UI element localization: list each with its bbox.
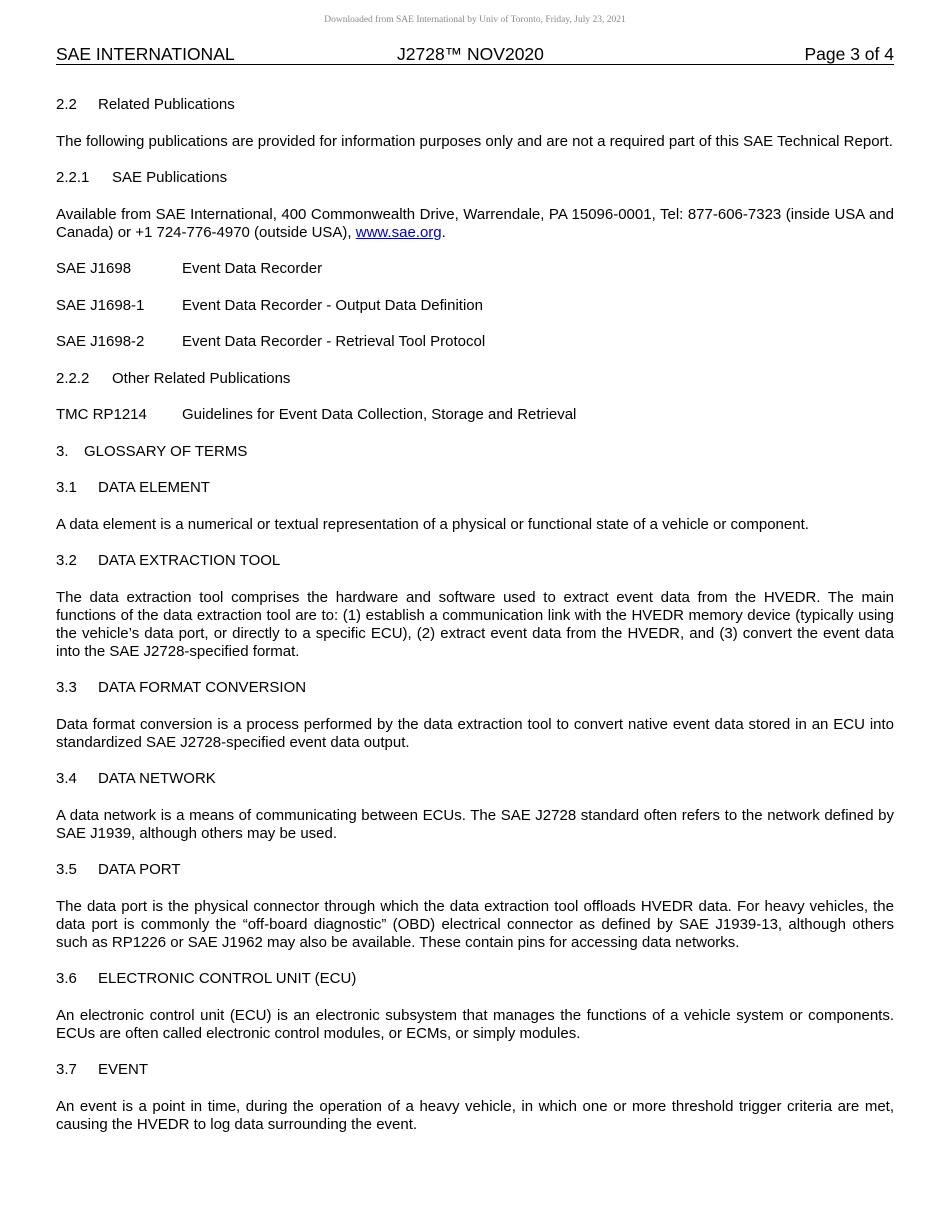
section-title: Related Publications	[98, 96, 235, 113]
reference-item	[56, 406, 894, 424]
section-heading-3-4	[56, 770, 894, 788]
reference-item	[56, 260, 894, 278]
section-number: 2.2	[56, 96, 77, 113]
reference-title: Event Data Recorder - Retrieval Tool Protocol	[182, 333, 486, 350]
section-paragraph: The data extraction tool comprises the hardware and software used to extract event data from the HVEDR. The main functions of the data extraction tool are to: (1) establish a communication link with the HVEDR memory device (typically using the vehicle’s data port, or directly to a specific ECU), (2) extract event data from the HVEDR, and (3) convert the event data into the SAE J2728-specified format.	[56, 588, 894, 660]
header-page-number: Page 3 of 4	[804, 44, 894, 64]
section-paragraph: An event is a point in time, during the operation of a heavy vehicle, in which one or more threshold trigger criteria are met, causing the HVEDR to log data surrounding the event.	[56, 1097, 894, 1133]
reference-code: TMC RP1214	[56, 406, 147, 423]
reference-code: SAE J1698	[56, 260, 132, 277]
reference-item	[56, 333, 894, 351]
section-heading-2-2-1	[56, 169, 894, 187]
reference-code: SAE J1698-1	[56, 296, 145, 314]
section-number: 3.7	[56, 1061, 77, 1078]
section-paragraph: The following publications are provided for information purposes only and are not a required part of this SAE Technical Report.	[56, 132, 893, 150]
section-title: GLOSSARY OF TERMS	[84, 442, 248, 460]
section-heading-3	[56, 443, 894, 461]
section-paragraph: A data element is a numerical or textual representation of a physical or functional state of a vehicle or component.	[56, 515, 809, 533]
header-organization: SAE INTERNATIONAL	[56, 44, 235, 64]
section-title: DATA FORMAT CONVERSION	[98, 679, 307, 696]
section-title: EVENT	[98, 1061, 149, 1078]
download-watermark: Downloaded from SAE International by Univ of Toronto, Friday, July 23, 2021	[324, 15, 626, 25]
section-paragraph: A data network is a means of communicating between ECUs. The SAE J2728 standard often refers to the network defined by SAE J1939, although others may be used.	[56, 806, 894, 842]
section-heading-3-5	[56, 861, 894, 879]
section-heading-3-6	[56, 970, 894, 988]
section-heading-3-3	[56, 679, 894, 697]
section-paragraph: The data port is the physical connector through which the data extraction tool offloads HVEDR data. For heavy vehicles, the data port is commonly the “off-board diagnostic” (OBD) electrical connector as defined by SAE J1939-13, although others such as RP1226 or SAE J1962 may also be available. These contain pins for accessing data networks.	[56, 897, 894, 951]
section-title: ELECTRONIC CONTROL UNIT (ECU)	[98, 970, 357, 987]
section-heading-3-1	[56, 479, 894, 497]
section-paragraph	[56, 206, 894, 242]
section-title: SAE Publications	[112, 169, 228, 186]
section-title: DATA ELEMENT	[98, 479, 210, 496]
reference-title: Event Data Recorder	[182, 260, 323, 277]
page-header	[56, 44, 894, 65]
section-number: 3.3	[56, 679, 77, 696]
section-title: Other Related Publications	[112, 369, 291, 387]
reference-title: Event Data Recorder - Output Data Definition	[182, 296, 483, 314]
document-body	[56, 96, 894, 1152]
sae-website-link[interactable]: www.sae.org	[355, 223, 442, 241]
section-number: 3.	[56, 442, 69, 460]
section-heading-2-2	[56, 96, 894, 114]
section-number: 3.6	[56, 970, 77, 987]
section-number: 2.2.2	[56, 369, 90, 387]
section-title: DATA NETWORK	[98, 770, 216, 787]
reference-title: Guidelines for Event Data Collection, Storage and Retrieval	[182, 406, 577, 423]
section-number: 3.5	[56, 861, 77, 878]
section-heading-3-7	[56, 1061, 894, 1079]
section-number: 3.2	[56, 552, 77, 569]
section-paragraph: An electronic control unit (ECU) is an electronic subsystem that manages the functions of a vehicle system or components. ECUs are often called electronic control modules, or ECMs, or simply modules.	[56, 1006, 894, 1042]
availability-suffix: .	[441, 223, 446, 241]
section-title: DATA PORT	[98, 861, 181, 878]
section-heading-2-2-2	[56, 370, 894, 388]
section-number: 3.1	[56, 479, 77, 496]
section-number: 3.4	[56, 770, 77, 787]
header-document-id: J2728™ NOV2020	[397, 44, 544, 64]
section-heading-3-2	[56, 552, 894, 570]
reference-code: SAE J1698-2	[56, 333, 145, 350]
section-paragraph: Data format conversion is a process performed by the data extraction tool to convert native event data stored in an ECU into standardized SAE J2728-specified event data output.	[56, 715, 894, 751]
availability-text: Available from SAE International, 400 Commonwealth Drive, Warrendale, PA 15096-0001, Tel: 877-606-7323 (inside USA and Canada) or +1 724-776-4970 (outside USA),	[56, 205, 894, 241]
section-number: 2.2.1	[56, 169, 90, 186]
reference-item	[56, 297, 894, 315]
section-title: DATA EXTRACTION TOOL	[98, 552, 281, 569]
